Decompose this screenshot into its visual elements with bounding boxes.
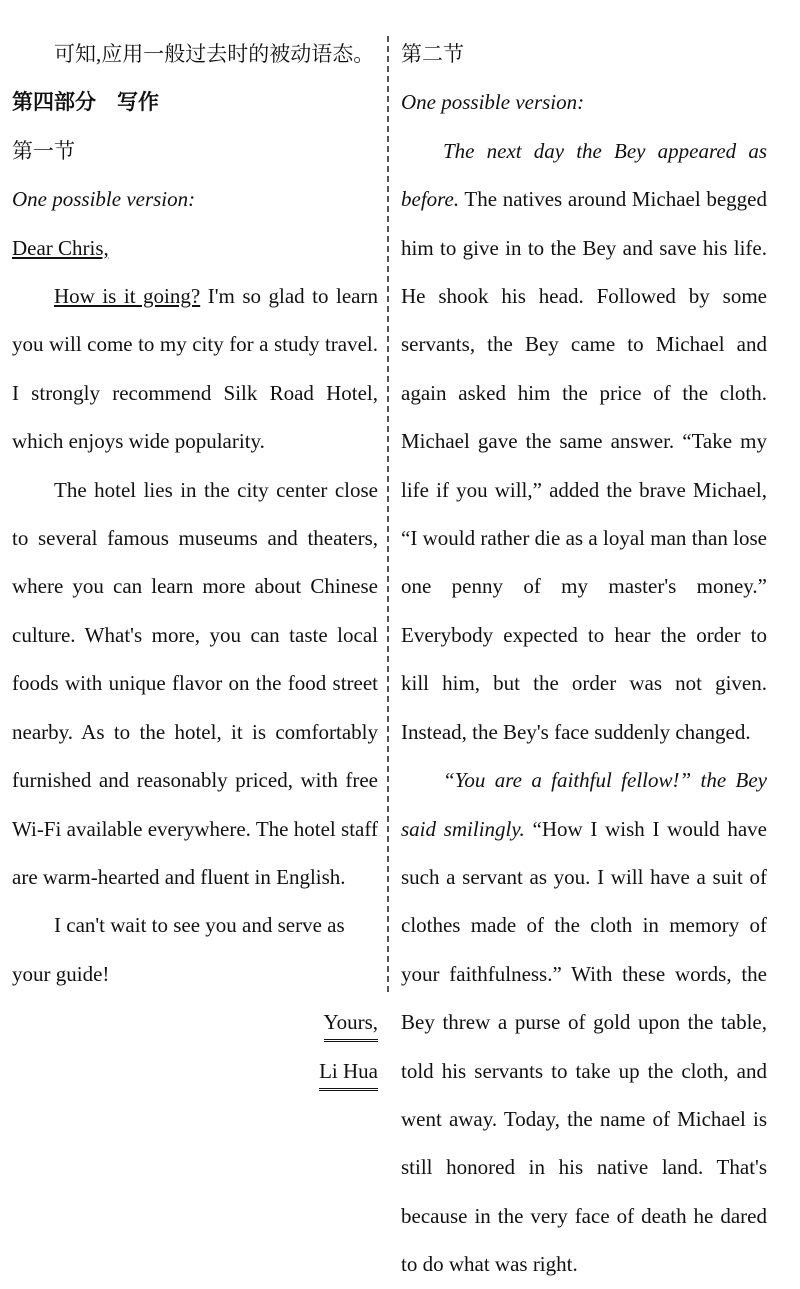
left-column	[12, 30, 378, 1095]
letter-paragraph-1	[12, 272, 378, 466]
version-label-right: One possible version:	[401, 90, 585, 115]
column-divider	[387, 36, 389, 992]
version-label-left: One possible version:	[12, 187, 196, 212]
story-quote: “You are a faithful fellow!” the Bey said smilingly.	[401, 768, 767, 841]
signature-line	[12, 1047, 378, 1095]
story-paragraph-2	[401, 756, 767, 1288]
section-heading-2: 第二节	[401, 42, 464, 66]
letter-paragraph-3: I can't wait to see you and serve as your guide!	[12, 913, 345, 986]
letter-signature: Li Hua	[319, 1054, 378, 1091]
letter-opening: How is it going?	[54, 284, 201, 309]
letter-greeting	[12, 224, 378, 272]
letter-closing: Yours,	[324, 1005, 378, 1042]
closing-line	[12, 998, 378, 1046]
letter-paragraph-2: The hotel lies in the city center close to several famous museums and theaters, where you can learn more about Chinese culture. What's more, you can taste local foods with unique flavor on the food street nearby. As to the hotel, it is comfortably furnished and reasonably priced, with free Wi-Fi available everywhere. The hotel staff are warm-hearted and fluent in English.	[12, 477, 378, 889]
story-p2-body: “How I wish I would have such a servant as you. I will have a suit of clothes made of the cloth in memory of your faithfulness.” With these words, the Bey threw a purse of gold upon the table, told his servants to take up the cloth, and went away. Today, the name of Michael is still honored in his native land. That's because in the very face of death he dared to do what was right.	[401, 816, 767, 1277]
section-heading-1: 第一节	[12, 138, 75, 163]
story-paragraph-1	[401, 127, 767, 756]
right-column	[401, 30, 767, 1289]
greeting-text: Dear Chris,	[12, 235, 109, 260]
intro-text: 可知,应用一般过去时的被动语态。	[54, 42, 375, 66]
part-heading: 第四部分 写作	[12, 90, 159, 115]
story-p1-body: The natives around Michael begged him to give in to the Bey and save his life. He shook his head. Followed by some servants, the Bey came to Michael and again asked him the price of the cloth. Michael gave the same answer. “Take my life if you will,” added the brave Michael, “I would rather die as a loyal man than lose one penny of my master's money.” Everybody expected to hear the order to kill him, but the order was not given. Instead, the Bey's face suddenly changed.	[401, 187, 767, 744]
letter-p1-body: I'm so glad to learn you will come to my city for a study travel. I strongly recommend Silk Road Hotel, which enjoys wide popularity.	[12, 284, 378, 454]
story-opening: The next day the Bey appeared as before.	[401, 138, 767, 212]
